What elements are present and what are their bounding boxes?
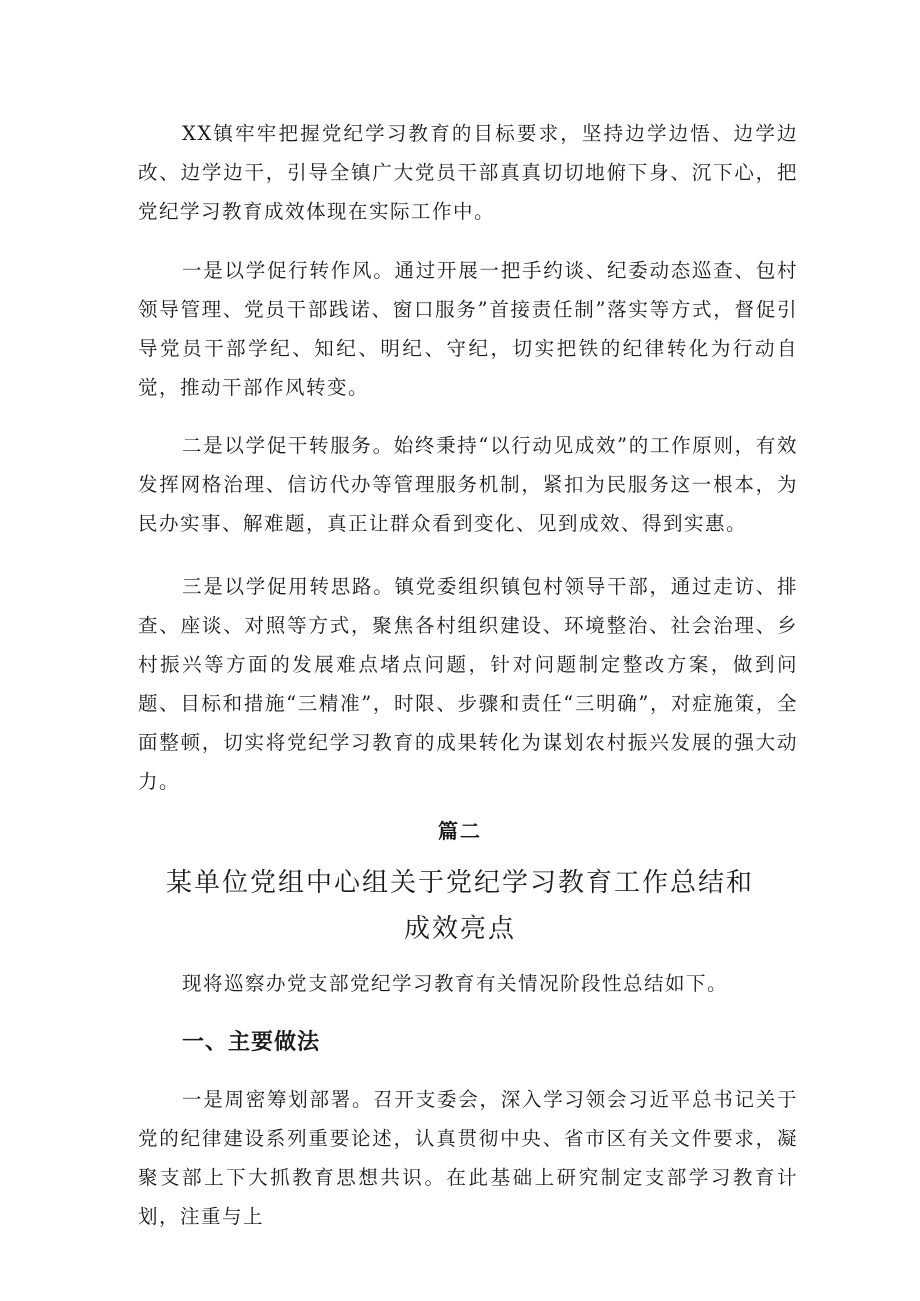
section-heading-main-practices: 一、主要做法 [182,1030,321,1055]
paragraph-item-one: 一是以学促行转作风。通过开展一把手约谈、纪委动态巡查、包村领导管理、党员干部践诺、窗口服务”首接责任制”落实等方式，督促引导党员干部学纪、知纪、明纪、守纪，切实把铁的纪律转化为行动自觉，推动干部作风转变。 [138,259,798,399]
paragraph-intro: XX镇牢牢把握党纪学习教育的目标要求，坚持边学边悟、边学边改、边学边干，引导全镇广大党员干部真真切切地俯下身、沉下心，把党纪学习教育成效体现在实际工作中。 [138,122,798,223]
paragraph-item-three: 三是以学促用转思路。镇党委组织镇包村领导干部，通过走访、排查、座谈、对照等方式，聚焦各村组织建设、环境整治、社会治理、乡村振兴等方面的发展难点堵点问题，针对问题制定整改方案，做到问题、目标和措施“三精准”，时限、步骤和责任“三明确”，对症施策，全面整顿，切实将党纪学习教育的成果转化为谋划农村振兴发展的强大动力。 [138,575,798,793]
paragraph-planning: 一是周密筹划部署。召开支委会，深入学习领会习近平总书记关于党的纪律建设系列重要论述，认真贯彻中央、省市区有关文件要求，凝聚支部上下大抓教育思想共识。在此基础上研究制定支部学习教育计划，注重与上 [138,1088,798,1228]
summary-intro: 现将巡察办党支部党纪学习教育有关情况阶段性总结如下。 [182,972,729,995]
part-label: 篇二 [438,819,482,843]
paragraph-item-two: 二是以学促干转服务。始终秉持“以行动见成效”的工作原则，有效发挥网格治理、信访代办等管理服务机制，紧扣为民服务这一根本，为民办实事、解难题，真正让群众看到变化、见到成效、得到实惠。 [138,434,798,535]
document-title: 某单位党组中心组关于党纪学习教育工作总结和成效亮点 [165,868,754,944]
